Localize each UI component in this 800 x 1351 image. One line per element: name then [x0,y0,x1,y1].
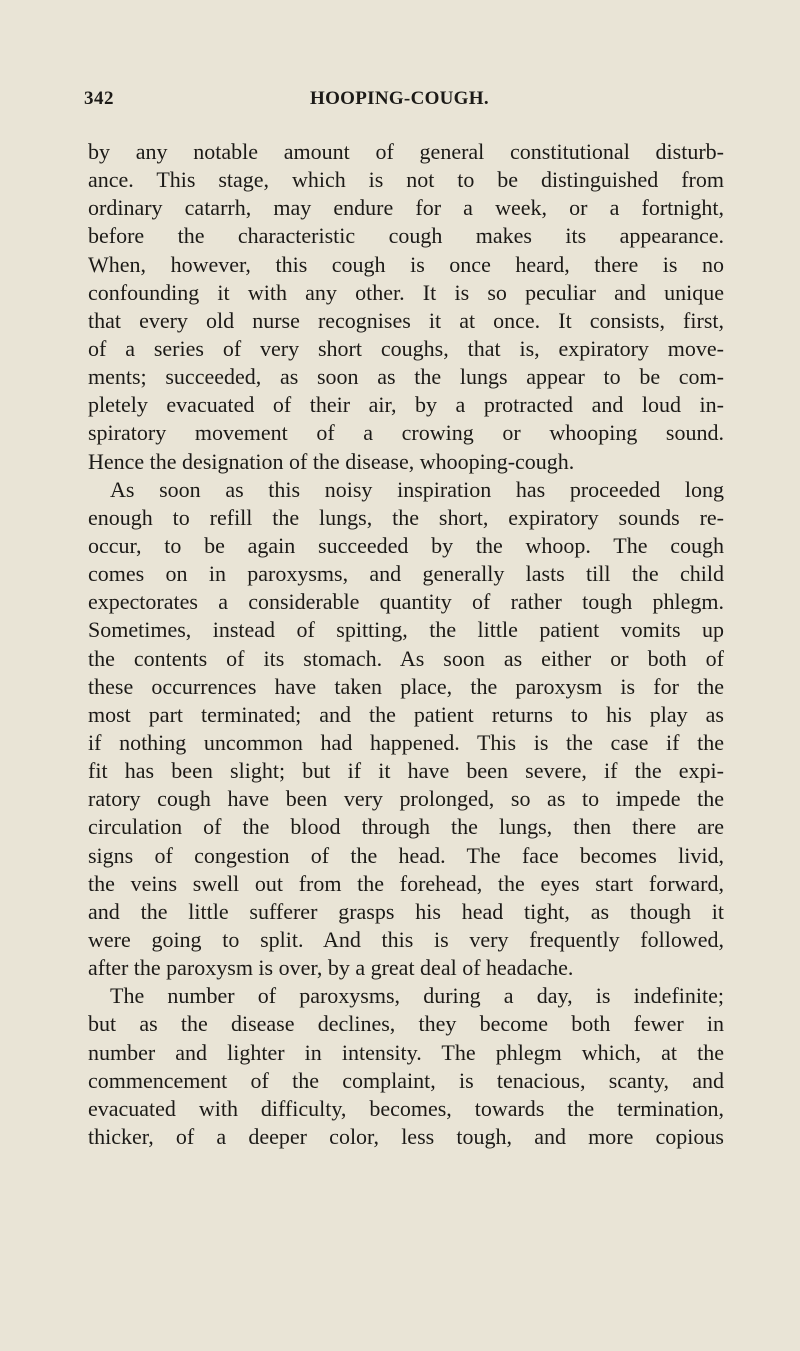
text-line: the veins swell out from the forehead, the eyes start forward, [88,870,724,896]
text-line: and the little sufferer grasps his head tight, as though it [88,898,724,924]
text-line: Hence the designation of the disease, whooping-cough. [88,448,575,474]
text-line: occur, to be again succeeded by the whoop. The cough [88,532,724,558]
text-line: evacuated with difficulty, becomes, towards the termination, [88,1095,724,1121]
text-line: that every old nurse recognises it at once. It consists, first, [88,307,724,333]
text-line: comes on in paroxysms, and generally lasts till the child [88,561,724,587]
running-head: HOOPING-COUGH. [310,88,489,109]
text-line: ance. This stage, which is not to be distinguished from [88,167,724,193]
text-line: ments; succeeded, as soon as the lungs appear to be com- [88,364,724,390]
body-text [88,138,724,1151]
text-line: ordinary catarrh, may endure for a week, or a fortnight, [88,195,724,221]
text-line: circulation of the blood through the lungs, then there are [88,814,724,840]
text-line: if nothing uncommon had happened. This is the case if the [88,729,724,755]
text-line: thicker, of a deeper color, less tough, and more copious [88,1123,724,1149]
text-line: number and lighter in intensity. The phlegm which, at the [88,1039,724,1065]
text-line: When, however, this cough is once heard, there is no [88,251,724,277]
text-line: spiratory movement of a crowing or whooping sound. [88,420,724,446]
text-line: the contents of its stomach. As soon as either or both of [88,645,724,671]
text-line: fit has been slight; but if it have been severe, if the expi- [88,758,724,784]
text-line: expectorates a considerable quantity of rather tough phlegm. [88,589,724,615]
text-line: were going to split. And this is very frequently followed, [88,926,724,952]
text-line: commencement of the complaint, is tenacious, scanty, and [88,1067,724,1093]
text-line: Sometimes, instead of spitting, the little patient vomits up [88,617,724,643]
text-line: by any notable amount of general constitutional disturb- [88,139,724,164]
text-line: signs of congestion of the head. The face becomes livid, [88,842,724,868]
text-line: The number of paroxysms, during a day, is indefinite; [110,983,724,1009]
text-line: before the characteristic cough makes its appearance. [88,223,724,249]
text-line: of a series of very short coughs, that is, expiratory move- [88,335,724,361]
text-line: most part terminated; and the patient returns to his play as [88,701,724,727]
page-number: 342 [84,88,114,109]
text-line: but as the disease declines, they become both fewer in [88,1011,724,1037]
text-line: confounding it with any other. It is so peculiar and unique [88,279,724,305]
text-line: ratory cough have been very prolonged, so as to impede the [88,786,724,812]
text-line: these occurrences have taken place, the paroxysm is for the [88,673,724,699]
page-header [84,88,730,116]
text-line: enough to refill the lungs, the short, expiratory sounds re- [88,504,724,530]
text-line: As soon as this noisy inspiration has proceeded long [110,476,724,502]
text-line: pletely evacuated of their air, by a protracted and loud in- [88,392,724,418]
text-line: after the paroxysm is over, by a great deal of headache. [88,955,574,981]
